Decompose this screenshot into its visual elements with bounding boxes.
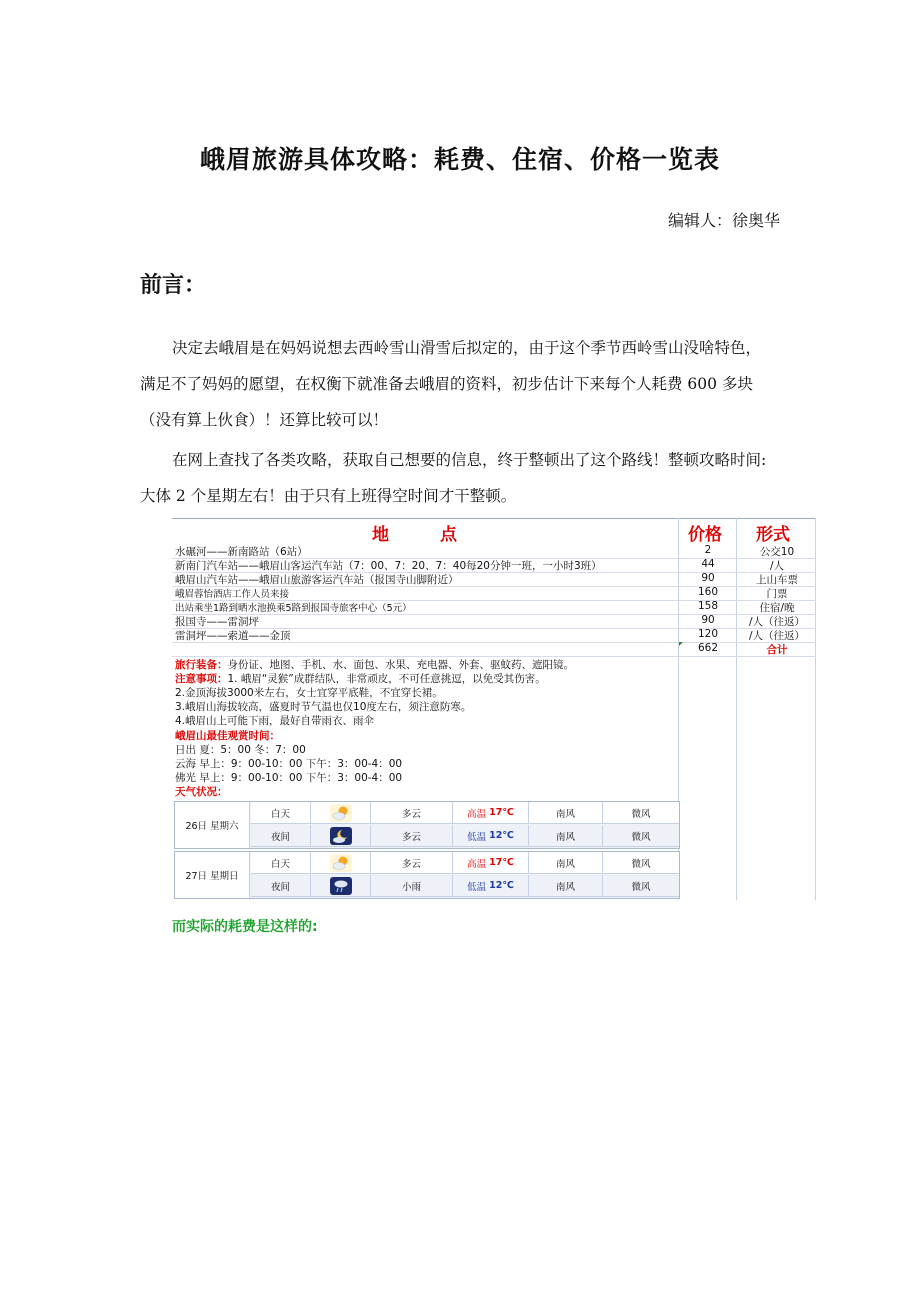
cell-location: 出站乘坐1路到晒水池换乘5路到报国寺旅客中心（5元） [175, 603, 412, 614]
temp-value: 17℃ [489, 857, 514, 868]
temp-label: 高温 [467, 808, 487, 820]
cell-price: 158 [697, 600, 719, 612]
weather-row [251, 875, 679, 897]
cell-location: 峨眉山汽车站——峨眉山旅游客运汽车站（报国寺山脚附近） [175, 574, 459, 586]
weather-day-block [174, 851, 680, 899]
table-row [172, 572, 816, 587]
note-line: 3.峨眉山海拔较高，盛夏时节气温也仅10度左右，须注意防寒。 [175, 701, 472, 713]
weather-desc: 多云 [371, 825, 453, 847]
equipment-label: 旅行装备： [175, 659, 228, 671]
weather-temp [453, 802, 529, 824]
temp-value: 12℃ [489, 880, 514, 891]
paragraph-line: 在网上查找了各类攻略，获取自己想要的信息，终于整顿出了这个路线！整顿攻略时间: [172, 451, 767, 469]
weather-date: 26日 星期六 [175, 802, 250, 848]
weather-icon-cell [311, 802, 371, 824]
cell-form: 门票 [766, 588, 788, 600]
cell-form: 合计 [766, 644, 788, 656]
cell-price: 44 [701, 558, 715, 570]
cell-location: 峨眉蓉怡酒店工作人员来接 [175, 589, 290, 600]
wind-direction: 南风 [529, 825, 603, 847]
cell-form: /人（往返） [748, 630, 806, 642]
weather-row [251, 825, 679, 847]
weather-temp [453, 875, 529, 897]
sheet-border [172, 518, 816, 519]
table-row [172, 628, 816, 643]
temp-label: 低温 [467, 831, 487, 843]
cell-price: 2 [704, 544, 712, 556]
weather-label: 天气状况： [175, 786, 228, 798]
header-form: 形式 [756, 525, 790, 545]
equipment-text: 身份证、地图、手机、水、面包、水果、充电器、外套、驱蚊药、遮阳镜。 [227, 659, 574, 671]
notes-label: 注意事项： [175, 673, 228, 685]
view-time-line: 日出 夏：5：00 冬：7：00 [175, 744, 306, 756]
cell-price: 120 [697, 628, 719, 640]
weather-temp [453, 852, 529, 874]
weather-icon-cell [311, 875, 371, 897]
cell-price: 90 [701, 614, 715, 626]
table-row [172, 600, 816, 615]
view-time-label: 峨眉山最佳观赏时间： [175, 730, 280, 742]
weather-desc: 多云 [371, 802, 453, 824]
cell-form: /人 [769, 560, 785, 572]
wind-strength: 微风 [603, 852, 679, 874]
editor-line: 编辑人：徐奥华 [667, 211, 780, 230]
cell-price: 160 [697, 586, 719, 598]
table-row [172, 558, 816, 573]
wind-strength: 微风 [603, 802, 679, 824]
note-line: 4.峨眉山上可能下雨，最好自带雨衣、雨伞 [175, 715, 375, 727]
table-row-total [172, 642, 816, 657]
view-time-line: 佛光 早上：9：00-10：00 下午：3：00-4：00 [175, 772, 403, 784]
cell-price: 662 [697, 642, 719, 654]
light-rain-night-icon [330, 877, 352, 895]
wind-strength: 微风 [603, 825, 679, 847]
temp-label: 高温 [467, 858, 487, 870]
weather-period: 白天 [251, 802, 311, 824]
cell-location: 水碾河——新南路站（6站） [175, 546, 308, 558]
table-row [172, 614, 816, 629]
table-row [172, 544, 816, 559]
weather-row [251, 852, 679, 874]
paragraph-2 [140, 442, 790, 514]
wind-strength: 微风 [603, 875, 679, 897]
itinerary-spreadsheet [172, 518, 816, 900]
cell-form: /人（往返） [748, 616, 806, 628]
weather-period: 夜间 [251, 875, 311, 897]
weather-temp [453, 825, 529, 847]
partly-cloudy-day-icon [330, 854, 352, 872]
header-price: 价格 [688, 525, 722, 545]
weather-icon-cell [311, 852, 371, 874]
weather-desc: 小雨 [371, 875, 453, 897]
notes-block [175, 658, 574, 799]
cell-form: 住宿/晚 [759, 602, 795, 614]
cell-location: 报国寺——雷洞坪 [175, 616, 259, 628]
note-line: 2.金顶海拔3000米左右，女士宜穿平底鞋，不宜穿长裙。 [175, 687, 443, 699]
weather-date: 27日 星期日 [175, 852, 250, 898]
weather-icon-cell [311, 825, 371, 847]
wind-direction: 南风 [529, 802, 603, 824]
paragraph-line: 决定去峨眉是在妈妈说想去西岭雪山滑雪后拟定的，由于这个季节西岭雪山没啥特色， [172, 339, 762, 357]
actual-cost-note: 而实际的耗费是这样的: [172, 919, 318, 935]
weather-day-block [174, 801, 680, 849]
paragraph-line: 满足不了妈妈的愿望，在权衡下就准备去峨眉的资料，初步估计下来每个人耗费 600 多块 [140, 375, 753, 393]
paragraph-line: 大体 2 个星期左右！由于只有上班得空时间才干整顿。 [140, 487, 517, 505]
temp-value: 12℃ [489, 830, 514, 841]
paragraph-line: （没有算上伙食）！还算比较可以！ [140, 411, 389, 429]
weather-period: 白天 [251, 852, 311, 874]
weather-period: 夜间 [251, 825, 311, 847]
document-title: 峨眉旅游具体攻略：耗费、住宿、价格一览表 [199, 145, 720, 174]
cell-location: 雷洞坪——索道——金顶 [175, 630, 291, 642]
cell-price: 90 [701, 572, 715, 584]
cell-location: 新南门汽车站——峨眉山客运汽车站（7：00、7：20、7：40每20分钟一班，一小时3班） [175, 560, 602, 572]
weather-row [251, 802, 679, 824]
preface-heading: 前言： [140, 272, 207, 298]
temp-value: 17℃ [489, 807, 514, 818]
paragraph-1 [140, 330, 790, 438]
wind-direction: 南风 [529, 852, 603, 874]
partly-cloudy-day-icon [330, 804, 352, 822]
weather-desc: 多云 [371, 852, 453, 874]
partly-cloudy-night-icon [330, 827, 352, 845]
temp-label: 低温 [467, 881, 487, 893]
view-time-line: 云海 早上：9：00-10：00 下午：3：00-4：00 [175, 758, 403, 770]
wind-direction: 南风 [529, 875, 603, 897]
cell-form: 公交10 [759, 546, 795, 558]
header-location: 地 点 [372, 525, 457, 545]
cell-form: 上山车票 [756, 574, 798, 586]
note-line: 1. 峨眉“灵猴”成群结队，非常顽皮，不可任意挑逗，以免受其伤害。 [227, 673, 546, 685]
table-row [172, 586, 816, 601]
